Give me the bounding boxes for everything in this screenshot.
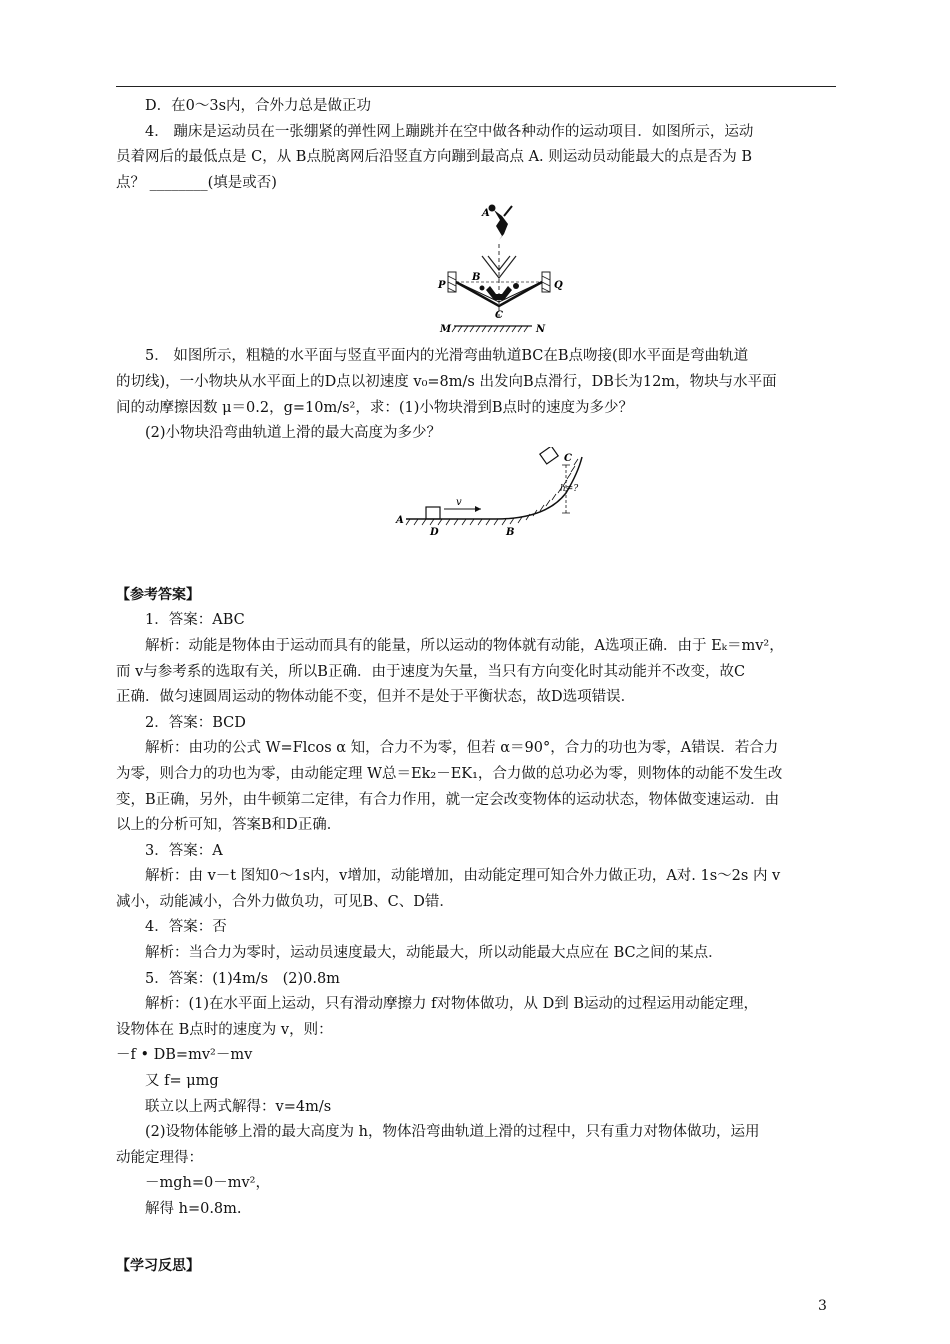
question-5-line-3: 间的动摩擦因数 μ＝0.2，g=10m/s²，求：(1)小物块滑到B点时的速度为多少？ — [116, 399, 634, 416]
answer-line: 而 v与参考系的选取有关，所以B正确．由于速度为矢量，当只有方向变化时其动能并不改变，故C — [116, 663, 746, 680]
question-4-line-2: 员着网后的最低点是 C，从 B点脱离网后沿竖直方向蹦到最高点 A. 则运动员动能最大的点是否为 B — [116, 149, 753, 166]
trampoline-diagram — [116, 196, 838, 344]
label-b2: B — [506, 526, 515, 538]
answer-line: 以上的分析可知，答案B和D正确． — [116, 817, 342, 834]
trampoline-figure — [116, 196, 838, 344]
answer-line: 4．答案：否 — [145, 919, 227, 936]
page-content — [116, 94, 838, 1279]
answer-line: 解析：当合力为零时，运动员速度最大，动能最大，所以动能最大点应在 BC之间的某点． — [145, 945, 723, 962]
jumper-at-top — [489, 205, 513, 241]
page-number: 3 — [818, 1298, 827, 1314]
answer-line: (2)设物体能够上滑的最大高度为 h，物体沿弯曲轨道上滑的过程中，只有重力对物体做功，运用 — [145, 1124, 760, 1141]
label-d: D — [430, 526, 439, 538]
block-d — [426, 507, 440, 519]
answer-line: 减小，动能减小，合外力做负功，可见B、C、D错． — [116, 893, 454, 910]
question-4-line-3: 点？ ________(填是或否) — [116, 174, 277, 191]
label-c: C — [495, 310, 503, 322]
label-b: B — [472, 272, 481, 284]
answer-line: 1．答案：ABC — [145, 612, 245, 629]
answer-line: －f • DB=mv²－mv — [116, 1047, 253, 1064]
answers-section — [116, 608, 838, 1222]
track-surface — [406, 457, 582, 519]
answer-line: 解析：由功的公式 W=Flcos α 知，合力不为零，但若 α＝90°，合力的功也为零，A错误．若合力 — [145, 740, 779, 757]
answer-line: 解得 h=0.8m. — [145, 1201, 242, 1217]
label-p: P — [438, 280, 446, 292]
label-h: h=? — [560, 483, 579, 494]
answer-line: 5．答案：(1)4m/s (2)0.8m — [145, 970, 340, 987]
answer-line: 正确．做匀速圆周运动的物体动能不变，但并不是处于平衡状态，故D选项错误． — [116, 689, 636, 706]
label-v: v — [456, 496, 462, 508]
question-5-line-4: (2)小物块沿弯曲轨道上滑的最大高度为多少？ — [145, 425, 442, 442]
curved-track-figure — [116, 447, 838, 547]
label-q: Q — [554, 280, 563, 292]
question-5-line-2: 的切线)，一小物块从水平面上的D点以初速度 v₀=8m/s 出发向B点滑行，DB长为12m，物块与水平面 — [116, 373, 777, 390]
answer-line: 为零，则合力的功也为零，由动能定理 W总＝Ek₂－EK₁，合力做的总功必为零，则物体的动能不发生改 — [116, 765, 783, 782]
label-a2: A — [396, 514, 404, 526]
curved-track-diagram — [116, 447, 838, 547]
answer-line: 解析：由 v－t 图知0～1s内，v增加，动能增加，由动能定理可知合外力做正功，A对. 1s～2s 内 v — [145, 868, 781, 885]
answer-line: 设物体在 B点时的速度为 v，则： — [116, 1021, 333, 1038]
option-d-line: D．在0～3s内，合外力总是做正功 — [145, 98, 372, 114]
answer-line: －mgh=0－mv²， — [145, 1175, 270, 1192]
answer-line: 解析：(1)在水平面上运动，只有滑动摩擦力 f对物体做功，从 D到 B运动的过程运用动能定理， — [145, 996, 759, 1013]
reflection-heading: 【学习反思】 — [116, 1257, 200, 1274]
block-c — [540, 447, 558, 464]
answer-line: 解析：动能是物体由于运动而具有的能量，所以运动的物体就有动能，A选项正确．由于 Eₖ＝mv²， — [145, 637, 784, 654]
label-a: A — [482, 208, 490, 220]
answer-line: 又 f= μmg — [145, 1073, 219, 1090]
question-4-line-1: 4． 蹦床是运动员在一张绷紧的弹性网上蹦跳并在空中做各种动作的运动项目．如图所示，运动 — [145, 123, 754, 140]
label-c2: C — [564, 452, 572, 464]
answer-line: 联立以上两式解得：v=4m/s — [145, 1098, 332, 1115]
answer-line: 动能定理得： — [116, 1149, 203, 1166]
answers-heading: 【参考答案】 — [116, 586, 200, 603]
label-m: M — [440, 324, 452, 336]
label-n: N — [536, 324, 546, 336]
header-rule — [116, 86, 836, 87]
answer-line: 变，B正确，另外，由牛顿第二定律，有合力作用，就一定会改变物体的运动状态，物体做变速运动．由 — [116, 791, 780, 808]
answer-line: 3．答案：A — [145, 842, 223, 859]
answer-line: 2．答案：BCD — [145, 714, 246, 731]
question-5-line-1: 5． 如图所示，粗糙的水平面与竖直平面内的光滑弯曲轨道BC在B点吻接(即水平面是弯曲轨道 — [145, 348, 749, 365]
